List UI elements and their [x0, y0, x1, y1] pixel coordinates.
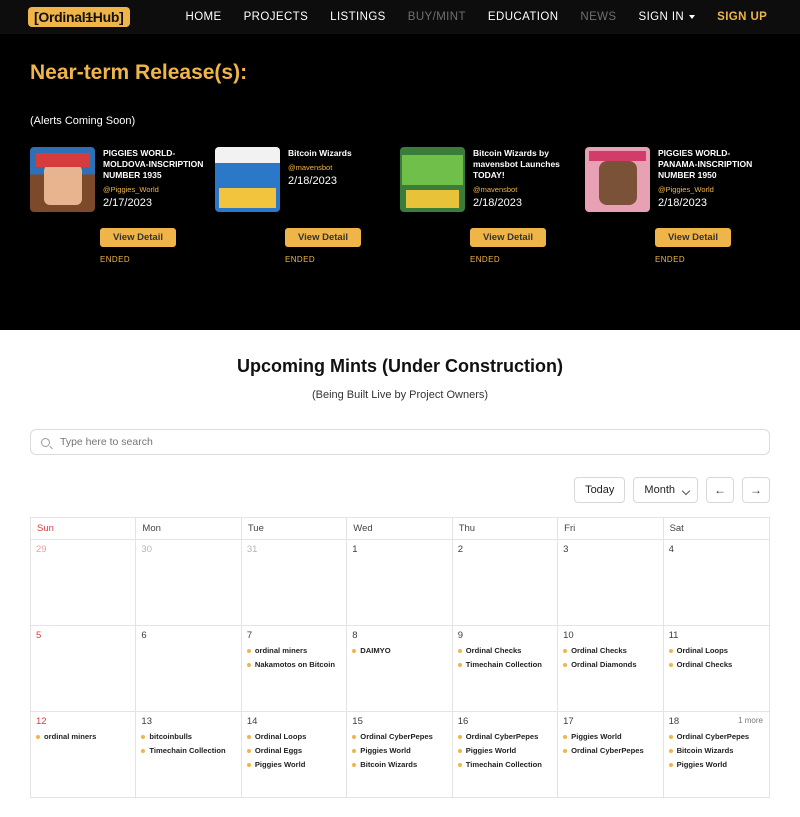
event-dot-icon	[141, 749, 145, 753]
event-dot-icon	[352, 735, 356, 739]
event-label: Ordinal CyberPepes	[465, 732, 539, 741]
event-dot-icon	[141, 735, 145, 739]
release-status-badge: ENDED	[655, 255, 686, 264]
calendar-event[interactable]	[36, 732, 130, 741]
release-card-handle[interactable]: @mavensbot	[288, 163, 333, 173]
event-label: ordinal miners	[44, 732, 97, 741]
release-card-top	[400, 147, 585, 212]
view-select[interactable]	[633, 477, 698, 503]
event-label: Ordinal CyberPepes	[360, 732, 433, 741]
view-detail-button[interactable]: View Detail	[470, 228, 546, 247]
event-dot-icon	[36, 735, 40, 739]
event-label: Bitcoin Wizards	[360, 760, 418, 769]
day-number: 14	[246, 716, 258, 727]
calendar-event[interactable]	[669, 760, 764, 769]
release-card-date: 2/18/2023	[288, 175, 337, 188]
event-label: Ordinal CyberPepes	[676, 732, 750, 741]
event-dot-icon	[458, 663, 462, 667]
event-dot-icon	[247, 663, 251, 667]
release-card-top	[30, 147, 215, 212]
piggies-panama-thumb	[585, 147, 650, 212]
event-label: DAIMYO	[360, 646, 391, 655]
event-label: Timechain Collection	[465, 760, 542, 769]
release-card-top	[585, 147, 770, 212]
release-status-badge: ENDED	[285, 255, 316, 264]
release-card-text	[288, 147, 352, 212]
weekday-thu: Thu	[453, 518, 558, 539]
calendar-event[interactable]	[352, 732, 446, 741]
day-number: 29	[36, 544, 47, 555]
calendar-day-cell[interactable]	[136, 540, 241, 625]
calendar-event[interactable]	[563, 732, 657, 741]
release-card-handle[interactable]: @mavensbot	[473, 185, 518, 195]
release-card-title: Bitcoin Wizards	[288, 148, 352, 158]
page-subtitle: (Being Built Live by Project Owners)	[311, 389, 489, 401]
calendar-week-row	[31, 626, 769, 712]
release-card-date: 2/18/2023	[473, 197, 522, 210]
calendar-event[interactable]	[141, 746, 235, 755]
view-detail-button[interactable]: View Detail	[285, 228, 361, 247]
event-label: Piggies World	[254, 760, 306, 769]
calendar-event[interactable]	[458, 746, 552, 755]
logo-text: Ordinal	[38, 9, 86, 25]
day-number: 2	[457, 544, 463, 555]
nav-link-buy-mint[interactable]: BUY/MINT	[407, 11, 466, 23]
calendar-event[interactable]	[247, 760, 341, 769]
top-navbar	[0, 0, 800, 35]
day-number: 4	[668, 544, 674, 555]
piggies-moldova-thumb	[30, 147, 95, 212]
day-number: 7	[246, 630, 253, 641]
logo-right-bracket: ]	[119, 9, 124, 25]
next-period-button[interactable]: →	[742, 477, 770, 503]
event-dot-icon	[458, 735, 462, 739]
day-number: 3	[563, 544, 569, 555]
calendar-day-cell[interactable]	[558, 712, 663, 797]
release-card-date: 2/17/2023	[103, 197, 152, 210]
chevron-down-icon	[682, 487, 690, 495]
event-label: Bitcoin Wizards	[676, 746, 734, 755]
search-input[interactable]	[58, 435, 759, 449]
event-label: Ordinal Checks	[676, 660, 733, 669]
view-detail-button[interactable]: View Detail	[100, 228, 176, 247]
day-number: 9	[457, 630, 463, 641]
release-card-title: Bitcoin Wizards by mavensbot Launches TODAY!	[473, 148, 560, 181]
calendar-day-cell[interactable]	[347, 712, 452, 797]
nav-link-news[interactable]: NEWS	[580, 11, 617, 23]
calendar-day-cell[interactable]	[664, 540, 769, 625]
calendar-day-cell[interactable]	[31, 712, 136, 797]
page-title: Upcoming Mints (Under Construction)	[237, 356, 563, 376]
calendar-day-cell[interactable]	[558, 626, 663, 711]
calendar-event[interactable]	[352, 760, 446, 769]
day-number: 16	[457, 716, 469, 727]
calendar-event[interactable]	[247, 646, 341, 655]
calendar-day-cell[interactable]	[31, 626, 136, 711]
calendar-event[interactable]	[458, 660, 552, 669]
event-label: Ordinal Loops	[676, 646, 729, 655]
event-dot-icon	[352, 649, 356, 653]
weekday-sat: Sat	[669, 523, 684, 534]
event-dot-icon	[458, 749, 462, 753]
calendar-toolbar	[30, 477, 770, 503]
event-label: Timechain Collection	[149, 746, 226, 755]
weekday-wed: Wed	[347, 518, 452, 539]
day-number: 10	[563, 630, 574, 641]
calendar-day-cell[interactable]	[242, 712, 347, 797]
day-number: 5	[36, 630, 42, 641]
event-dot-icon	[669, 763, 673, 767]
bitcoin-wizards-launch-thumb	[400, 147, 465, 212]
calendar-day-cell[interactable]	[347, 540, 452, 625]
bitcoin-wizards-thumb	[215, 147, 280, 212]
calendar-event[interactable]	[669, 746, 764, 755]
event-label: Ordinal Checks	[465, 646, 522, 655]
calendar-day-cell[interactable]	[31, 540, 136, 625]
event-dot-icon	[352, 749, 356, 753]
nav-link-listings[interactable]: LISTINGS	[330, 11, 386, 23]
release-card[interactable]	[215, 147, 400, 264]
day-number: 15	[352, 716, 363, 727]
calendar-day-cell[interactable]	[558, 540, 663, 625]
calendar-week-row	[31, 540, 769, 626]
hero-section	[0, 35, 800, 330]
nav-link-sign-in[interactable]	[639, 11, 696, 23]
calendar-event[interactable]	[458, 732, 552, 741]
release-card[interactable]	[585, 147, 770, 264]
release-card-text	[103, 147, 213, 212]
calendar-week-row	[31, 712, 769, 798]
view-select-label: Month	[644, 484, 675, 496]
calendar-event[interactable]	[669, 646, 764, 655]
release-status-badge: ENDED	[100, 255, 131, 264]
logo-one: 1	[85, 9, 93, 25]
calendar-event[interactable]	[458, 760, 552, 769]
event-dot-icon	[669, 663, 673, 667]
event-dot-icon	[563, 663, 567, 667]
event-dot-icon	[247, 735, 251, 739]
day-number: 13	[141, 716, 152, 727]
release-card-text	[658, 147, 768, 212]
event-dot-icon	[458, 649, 462, 653]
event-label: Ordinal Eggs	[254, 746, 303, 755]
event-dot-icon	[352, 763, 356, 767]
hero-title: Near-term Release(s):	[30, 61, 248, 84]
release-card-title: PIGGIES WORLD-PANAMA-INSCRIPTION NUMBER 1950	[658, 148, 753, 181]
day-number: 11	[668, 630, 679, 641]
chevron-down-icon	[689, 15, 695, 19]
event-dot-icon	[458, 763, 462, 767]
day-number: 31	[246, 544, 258, 555]
logo-hub: Hub	[92, 9, 120, 25]
event-label: Piggies World	[465, 746, 517, 755]
weekday-fri: Fri	[558, 518, 663, 539]
prev-period-button[interactable]: ←	[706, 477, 734, 503]
day-number: 1	[352, 544, 358, 555]
event-label: Nakamotos on Bitcoin	[254, 660, 336, 669]
calendar-event[interactable]	[352, 746, 446, 755]
release-card-top	[215, 147, 400, 212]
calendar-day-cell[interactable]	[242, 540, 347, 625]
upcoming-mints-section	[0, 330, 800, 798]
calendar-day-cell[interactable]	[664, 626, 769, 711]
release-card[interactable]	[400, 147, 585, 264]
nav-links	[186, 11, 768, 23]
event-label: Ordinal Diamonds	[571, 660, 637, 669]
release-card-list	[30, 147, 770, 264]
calendar-day-cell[interactable]	[453, 540, 558, 625]
more-events-link[interactable]: 1 more	[738, 716, 763, 725]
release-card-title: PIGGIES WORLD-MOLDOVA-INSCRIPTION NUMBER 1935	[103, 148, 204, 181]
weekday-tue: Tue	[242, 518, 347, 539]
day-number: 12	[36, 716, 47, 727]
view-detail-button[interactable]: View Detail	[655, 228, 731, 247]
search-box[interactable]	[30, 429, 770, 455]
calendar-event[interactable]	[563, 746, 657, 755]
day-number: 17	[563, 716, 574, 727]
day-number: 8	[352, 630, 358, 641]
release-card-date: 2/18/2023	[658, 197, 707, 210]
event-dot-icon	[563, 749, 567, 753]
release-card-handle[interactable]: @Piggies_World	[658, 185, 714, 195]
event-dot-icon	[669, 735, 673, 739]
day-number: 18	[668, 716, 680, 727]
calendar-day-cell[interactable]	[242, 626, 347, 711]
nav-link-sign-in-label: SIGN IN	[638, 11, 685, 23]
search-icon	[41, 438, 50, 447]
event-dot-icon	[247, 749, 251, 753]
event-label: Ordinal Checks	[571, 646, 627, 655]
calendar-event[interactable]	[669, 732, 764, 741]
calendar-event[interactable]	[247, 732, 341, 741]
calendar-day-cell[interactable]	[347, 626, 452, 711]
event-dot-icon	[563, 735, 567, 739]
event-label: Piggies World	[360, 746, 411, 755]
calendar-event[interactable]	[458, 646, 552, 655]
day-number: 30	[141, 544, 152, 555]
calendar-event[interactable]	[352, 646, 446, 655]
nav-link-projects[interactable]: PROJECTS	[243, 11, 309, 23]
event-label: bitcoinbulls	[149, 732, 193, 741]
event-label: ordinal miners	[254, 646, 308, 655]
calendar-day-cell[interactable]	[664, 712, 769, 797]
alerts-note: (Alerts Coming Soon)	[30, 115, 136, 127]
release-card-handle[interactable]: @Piggies_World	[103, 185, 159, 195]
nav-link-home[interactable]: HOME	[185, 11, 222, 23]
event-label: Piggies World	[676, 760, 728, 769]
event-dot-icon	[669, 649, 673, 653]
calendar-event[interactable]	[247, 746, 341, 755]
release-card[interactable]	[30, 147, 215, 264]
search-wrapper	[30, 429, 770, 455]
calendar-event[interactable]	[141, 732, 235, 741]
site-logo[interactable]	[28, 7, 130, 27]
event-dot-icon	[563, 649, 567, 653]
logo-left-bracket: [	[34, 9, 39, 25]
weekday-sun: Sun	[31, 518, 136, 539]
today-button[interactable]: Today	[574, 477, 625, 503]
day-number: 6	[141, 630, 147, 641]
calendar-event[interactable]	[247, 660, 341, 669]
weekday-mon: Mon	[136, 518, 241, 539]
event-dot-icon	[247, 649, 251, 653]
event-dot-icon	[247, 763, 251, 767]
nav-link-education[interactable]: EDUCATION	[487, 11, 559, 23]
release-card-text	[473, 147, 583, 212]
calendar-day-cell[interactable]	[136, 626, 241, 711]
calendar-day-cell[interactable]	[136, 712, 241, 797]
event-label: Ordinal Loops	[254, 732, 307, 741]
event-label: Ordinal CyberPepes	[571, 746, 644, 755]
calendar-day-cell[interactable]	[453, 712, 558, 797]
event-dot-icon	[669, 749, 673, 753]
calendar-weekday-header	[31, 518, 769, 540]
event-label: Timechain Collection	[465, 660, 542, 669]
calendar-event[interactable]	[669, 660, 764, 669]
event-label: Piggies World	[571, 732, 622, 741]
calendar-event[interactable]	[563, 660, 657, 669]
release-status-badge: ENDED	[470, 255, 501, 264]
nav-link-sign-up[interactable]: SIGN UP	[717, 11, 768, 23]
calendar-grid	[30, 517, 770, 798]
calendar-day-cell[interactable]	[453, 626, 558, 711]
calendar-event[interactable]	[563, 646, 657, 655]
